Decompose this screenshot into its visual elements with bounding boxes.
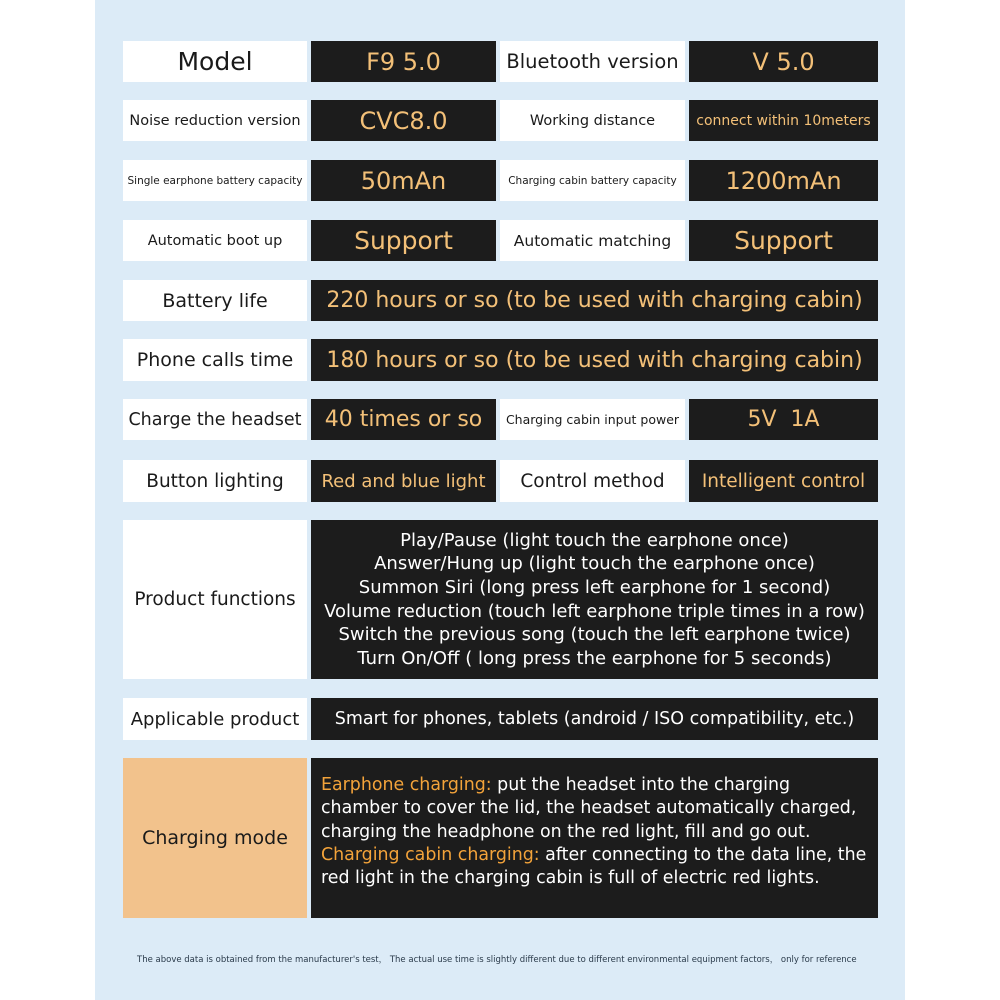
matching-label: Automatic matching [500,220,685,261]
charging-mode-text [311,758,878,918]
functions-label: Product functions [123,520,307,679]
cabin-charging-title: Charging cabin charging: [321,844,540,865]
battery-life-label: Battery life [123,280,307,321]
bluetooth-label: Bluetooth version [500,41,685,82]
matching-value: Support [689,220,878,261]
model-value: F9 5.0 [311,41,496,82]
applicable-label: Applicable product [123,698,307,740]
control-label: Control method [500,460,685,502]
spec-row-calls [123,339,878,381]
footer-disclaimer: The above data is obtained from the manufacturer's test， The actual use time is slightly different due to different environmental equipment factors， only for reference [137,955,857,965]
function-item: Volume reduction (touch left earphone triple times in a row) [324,600,865,622]
spec-row-functions [123,520,878,679]
boot-value: Support [311,220,496,261]
applicable-value: Smart for phones, tablets (android / ISO compatibility, etc.) [311,698,878,740]
cabin-charging-text: after connecting to the data line, the red light in the charging cabin is full of electric red lights. [321,844,867,889]
lighting-label: Button lighting [123,460,307,502]
charge-headset-value: 40 times or so [311,399,496,440]
single-battery-label: Single earphone battery capacity [123,160,307,201]
input-power-label: Charging cabin input power [500,399,685,440]
spec-row-battery-life [123,280,878,321]
calls-value: 180 hours or so (to be used with charging cabin) [311,339,878,381]
spec-row-charging-mode [123,758,878,918]
spec-row-lighting [123,460,878,502]
charging-mode-label: Charging mode [123,758,307,918]
spec-row-model [123,41,878,82]
earphone-charging-text: put the headset into the charging chamber to cover the lid, the headset automatically charged, charging the headphone on the red light, fill and go out. [321,775,857,842]
function-item: Answer/Hung up (light touch the earphone once) [374,553,815,575]
spec-row-applicable [123,698,878,740]
distance-label: Working distance [500,100,685,141]
earphone-charging-title: Earphone charging: [321,775,492,795]
single-battery-value: 50mAn [311,160,496,201]
distance-value: connect within 10meters [689,100,878,141]
charge-headset-label: Charge the headset [123,399,307,440]
function-item: Play/Pause (light touch the earphone once) [400,529,789,551]
function-item: Turn On/Off ( long press the earphone for 5 seconds) [357,647,832,669]
spec-row-battery-capacity [123,160,878,201]
calls-label: Phone calls time [123,339,307,381]
function-item: Switch the previous song (touch the left earphone twice) [338,624,851,646]
input-power-value: 5V 1A [689,399,878,440]
battery-life-value: 220 hours or so (to be used with charging cabin) [311,280,878,321]
noise-label: Noise reduction version [123,100,307,141]
function-item: Summon Siri (long press left earphone for 1 second) [358,576,831,598]
boot-label: Automatic boot up [123,220,307,261]
spec-row-charge [123,399,878,440]
model-label: Model [123,41,307,82]
functions-list [311,520,878,679]
spec-row-boot [123,220,878,261]
lighting-value: Red and blue light [311,460,496,502]
spec-row-noise [123,100,878,141]
control-value: Intelligent control [689,460,878,502]
cabin-battery-label: Charging cabin battery capacity [500,160,685,201]
cabin-battery-value: 1200mAn [689,160,878,201]
noise-value: CVC8.0 [311,100,496,141]
bluetooth-value: V 5.0 [689,41,878,82]
